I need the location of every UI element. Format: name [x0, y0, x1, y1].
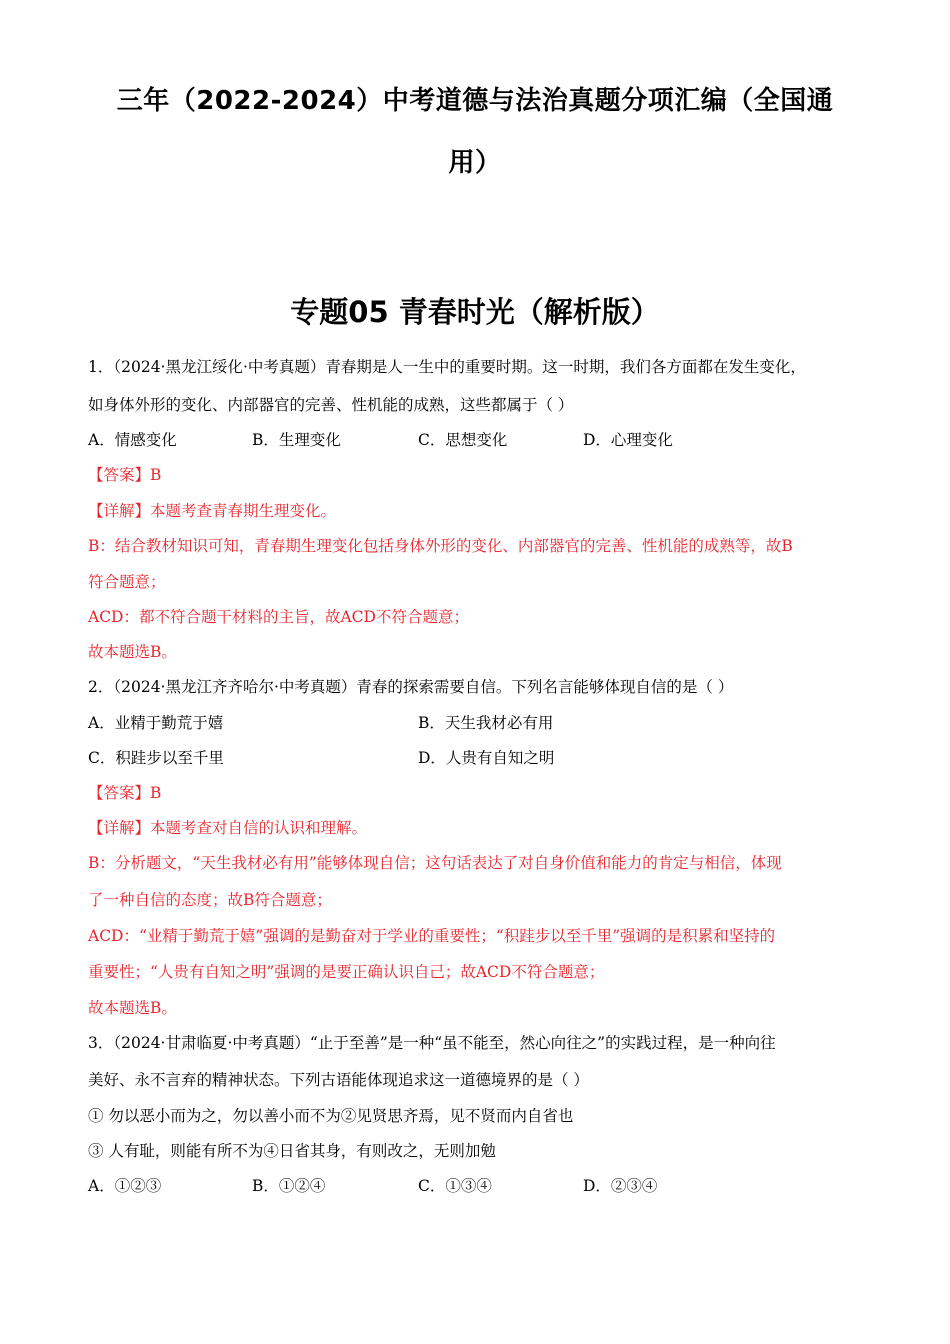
q2-stem-line1: 2．（2024·黑龙江齐齐哈尔·中考真题）青春的探索需要自信。下列名言能够体现自信的是（ ）: [88, 678, 734, 696]
q2-analysis-line4: 重要性；“人贵有自知之明”强调的是要正确认识自己；故ACD不符合题意；: [88, 963, 605, 981]
q2-analysis-line3: ACD：“业精于勤荒于嬉”强调的是勤奋对于学业的重要性；“积跬步以至千里”强调的是积累和坚持的: [88, 927, 776, 945]
q1-stem-line1: 1．（2024·黑龙江绥化·中考真题）青春期是人一生中的重要时期。这一时期，我们各方面都在发生变化，: [88, 358, 806, 376]
q1-stem-line2: 如身体外形的变化、内部器官的完善、性机能的成熟，这些都属于（ ）: [88, 396, 574, 414]
q1-option-b: B．生理变化: [252, 431, 341, 449]
q1-detail: 【详解】本题考查青春期生理变化。: [88, 502, 337, 520]
q1-answer: 【答案】B: [88, 466, 162, 484]
q3-option-a: A．①②③: [88, 1177, 162, 1195]
q1-analysis-line4: 故本题选B。: [88, 643, 177, 661]
q2-analysis-line2: 了一种自信的态度；故B符合题意；: [88, 891, 332, 909]
q2-option-a: A．业精于勤荒于嬉: [88, 714, 224, 732]
q1-analysis-line2: 符合题意；: [88, 573, 166, 591]
q3-option-c: C．①③④: [418, 1177, 492, 1195]
document-title-line1: 三年（2022-2024）中考道德与法治真题分项汇编（全国通: [116, 86, 834, 116]
q2-option-b: B．天生我材必有用: [418, 714, 554, 732]
q3-option-d: D．②③④: [583, 1177, 658, 1195]
q3-stem-line2: 美好、永不言弃的精神状态。下列古语能体现追求这一道德境界的是（ ）: [88, 1071, 589, 1089]
q2-analysis-line5: 故本题选B。: [88, 999, 177, 1017]
q3-stem-line1: 3．（2024·甘肃临夏·中考真题）“止于至善”是一种“虽不能至，然心向往之”的实践过程，是一种向往: [88, 1034, 776, 1052]
q2-option-d: D．人贵有自知之明: [418, 749, 555, 767]
q2-detail: 【详解】本题考查对自信的认识和理解。: [88, 819, 368, 837]
q1-option-a: A．情感变化: [88, 431, 177, 449]
q2-analysis-line1: B：分析题文，“天生我材必有用”能够体现自信；这句话表达了对自身价值和能力的肯定与相信，体现: [88, 854, 782, 872]
q2-option-c: C．积跬步以至千里: [88, 749, 224, 767]
q3-option-b: B．①②④: [252, 1177, 326, 1195]
q1-option-c: C．思想变化: [418, 431, 508, 449]
q1-analysis-line1: B：结合教材知识可知，青春期生理变化包括身体外形的变化、内部器官的完善、性机能的成熟等，故B: [88, 537, 793, 555]
q3-stem-line4: ③ 人有耻，则能有所不为④日省其身，有则改之，无则加勉: [88, 1142, 496, 1160]
q2-answer: 【答案】B: [88, 784, 162, 802]
q1-analysis-line3: ACD：都不符合题干材料的主旨，故ACD不符合题意；: [88, 608, 469, 626]
topic-subtitle: 专题05 青春时光（解析版）: [290, 295, 660, 329]
q1-option-d: D．心理变化: [583, 431, 673, 449]
q3-stem-line3: ① 勿以恶小而为之，勿以善小而不为②见贤思齐焉，见不贤而内自省也: [88, 1107, 574, 1125]
document-title-line2: 用）: [448, 148, 502, 178]
